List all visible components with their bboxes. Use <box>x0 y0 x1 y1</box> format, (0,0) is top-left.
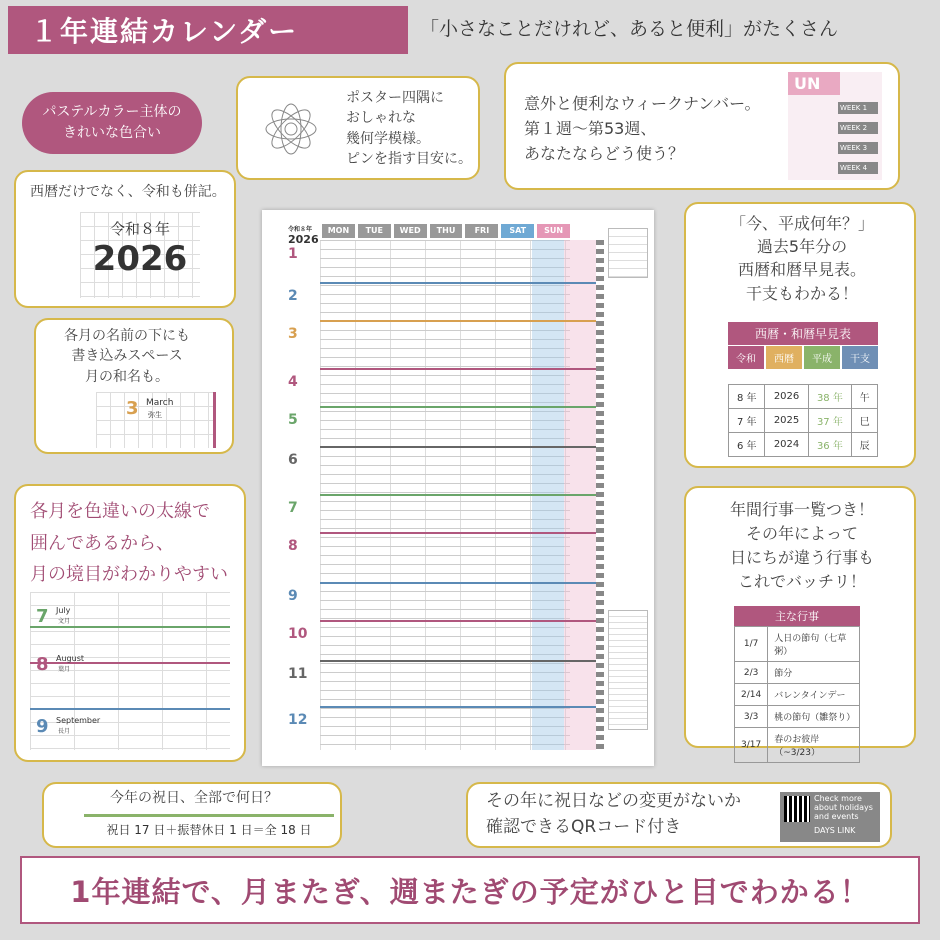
reiwa-text: 西暦だけでなく、令和も併記。 <box>30 184 226 200</box>
tagline: 「小さなことだけれど、あると便利」がたくさん <box>420 18 839 40</box>
border-sub-9: 長月 <box>58 728 71 735</box>
border-num-8: 8 <box>36 654 49 675</box>
calendar-poster <box>262 210 654 766</box>
week-line-3: あなたならどう使う？ <box>524 143 685 163</box>
wakanji-line-1: 各月の名前の下にも <box>64 328 190 344</box>
era-table-title: 西暦・和暦早見表 <box>728 322 878 345</box>
month-7: 7 <box>288 500 298 516</box>
month-9: 9 <box>288 588 298 604</box>
month-border <box>320 532 596 534</box>
qr-line-2: 確認できるQRコード付き <box>486 817 682 838</box>
table-row: 2/14 バレンタインデー <box>735 684 860 706</box>
month-12: 12 <box>288 712 308 728</box>
month-border <box>320 706 596 708</box>
month-8: 8 <box>288 538 298 554</box>
week-thumb-label: UN <box>788 72 840 95</box>
geo-callout <box>236 76 480 180</box>
events-table <box>734 626 860 763</box>
wakanji-line-2: 書き込みスペース <box>71 348 183 365</box>
week-line-1: 意外と便利なウィークナンバー。 <box>524 94 761 113</box>
month-border <box>320 406 596 408</box>
border-name-9: September <box>56 716 101 725</box>
events-line-2: その年によって <box>745 524 858 543</box>
wakanji-thumb <box>96 392 216 448</box>
era-col-reiwa: 令和 <box>728 346 764 369</box>
era-table <box>728 384 878 457</box>
wakanji-callout <box>34 318 234 454</box>
wakanji-num: 3 <box>126 398 139 419</box>
wakanji-line-3: 月の和名も。 <box>85 368 169 385</box>
week-label-2: WEEK 2 <box>838 122 878 134</box>
qr-text-1: Check more <box>814 794 862 803</box>
border-name-7: July <box>56 606 71 615</box>
page-title: １年連結カレンダー <box>8 6 408 54</box>
wakanji-month: March <box>146 398 174 408</box>
events-callout <box>684 486 916 758</box>
qr-text-2: about holidays <box>814 803 873 812</box>
border-sub-7: 文月 <box>58 618 71 625</box>
holidays-text: 今年の祝日、全部で何日？ <box>110 790 278 806</box>
table-row: 6 年 2024 36 年 辰 <box>729 433 878 457</box>
border-num-9: 9 <box>36 716 49 737</box>
qr-text-3: and events <box>814 812 859 821</box>
table-row: 7 年 2025 37 年 巳 <box>729 409 878 433</box>
month-border <box>320 660 596 662</box>
week-label-1: WEEK 1 <box>838 102 878 114</box>
era-line-2: 過去5年分の <box>756 237 848 257</box>
month-11: 11 <box>288 666 308 682</box>
month-border <box>320 494 596 496</box>
week-thumb <box>788 72 882 180</box>
border-line-1: 各月を色違いの太線で <box>30 501 210 522</box>
border-callout <box>14 484 246 762</box>
month-3: 3 <box>288 326 298 342</box>
month-1: 1 <box>288 246 298 262</box>
era-mini-table <box>608 228 648 278</box>
table-row: 2/3 節分 <box>735 662 860 684</box>
era-col-heisei: 平成 <box>804 346 840 369</box>
pill-line-1: パステルカラー主体の <box>42 104 182 120</box>
day-mon: MON <box>322 224 355 238</box>
week-label-4: WEEK 4 <box>838 162 878 174</box>
month-border <box>320 620 596 622</box>
month-10: 10 <box>288 626 308 642</box>
geo-line-1: ポスター四隅に <box>346 90 444 106</box>
era-callout <box>684 202 916 468</box>
table-row: 3/17 春のお彼岸（~3/23） <box>735 728 860 763</box>
table-row: 3/3 桃の節句（雛祭り） <box>735 706 860 728</box>
geo-line-3: 幾何学模様。 <box>346 130 430 147</box>
month-4: 4 <box>288 374 298 390</box>
border-sub-8: 葉月 <box>58 666 71 673</box>
table-row: 8 年 2026 38 年 午 <box>729 385 878 409</box>
day-tue: TUE <box>358 224 391 238</box>
month-border <box>320 368 596 370</box>
month-border <box>320 446 596 448</box>
day-sat: SAT <box>501 224 534 238</box>
month-border <box>320 582 596 584</box>
poster-day-header <box>322 224 570 238</box>
month-border <box>320 320 596 322</box>
border-line-3: 月の境目がわかりやすい <box>30 564 228 585</box>
events-line-4: これでバッチリ！ <box>737 572 866 591</box>
day-wed: WED <box>394 224 427 238</box>
holidays-sum: 祝日 17 日＋振替休日 1 日＝全 18 日 <box>84 814 334 838</box>
reiwa-callout <box>14 170 236 308</box>
poster-reiwa: 令和８年 <box>288 226 313 233</box>
day-thu: THU <box>430 224 463 238</box>
era-line-1: 「今、平成何年？」 <box>729 214 874 233</box>
era-col-seireki: 西暦 <box>766 346 802 369</box>
border-name-8: August <box>56 654 84 663</box>
qr-line-1: その年に祝日などの変更がないか <box>486 791 741 811</box>
border-num-7: 7 <box>36 606 49 627</box>
qr-box <box>780 792 880 842</box>
reiwa-year: 2026 <box>92 239 188 279</box>
pastel-pill <box>22 92 202 154</box>
flower-pattern-icon <box>256 94 326 164</box>
poster-year: 2026 <box>288 233 319 246</box>
geo-line-4: ピンを指す目安に。 <box>346 150 472 167</box>
week-number-column <box>596 240 604 750</box>
week-callout <box>504 62 900 190</box>
events-line-3: 日にちが違う行事も <box>729 548 874 567</box>
month-border <box>320 282 596 284</box>
era-line-4: 干支もわかる！ <box>745 283 858 303</box>
month-5: 5 <box>288 412 298 428</box>
qr-brand: DAYS LINK <box>814 826 856 835</box>
border-line-2: 囲んであるから、 <box>30 532 174 554</box>
holidays-callout <box>42 782 342 848</box>
reiwa-year-label: 令和８年 <box>109 220 170 238</box>
pill-line-2: きれいな色合い <box>63 125 161 141</box>
geo-line-2: おしゃれな <box>346 110 416 127</box>
footer-banner: 1年連結で、月またぎ、週またぎの予定がひと目でわかる！ <box>20 856 920 924</box>
events-table-title: 主な行事 <box>734 606 860 626</box>
month-6: 6 <box>288 452 298 468</box>
day-fri: FRI <box>465 224 498 238</box>
era-line-3: 西暦和暦早見表。 <box>737 260 866 280</box>
era-col-eto: 干支 <box>842 346 878 369</box>
border-thumb <box>30 592 230 750</box>
qr-code-icon <box>784 796 810 822</box>
table-row: 1/7 人日の節句（七草粥） <box>735 627 860 662</box>
reiwa-thumb <box>80 212 200 298</box>
events-line-1: 年間行事一覧つき！ <box>729 500 874 519</box>
week-label-3: WEEK 3 <box>838 142 878 154</box>
week-line-2: 第１週〜第53週、 <box>524 118 657 138</box>
month-2: 2 <box>288 288 298 304</box>
wakanji-sub: 弥生 <box>148 411 162 419</box>
day-sun: SUN <box>537 224 570 238</box>
events-mini-table <box>608 610 648 730</box>
qr-callout <box>466 782 892 848</box>
